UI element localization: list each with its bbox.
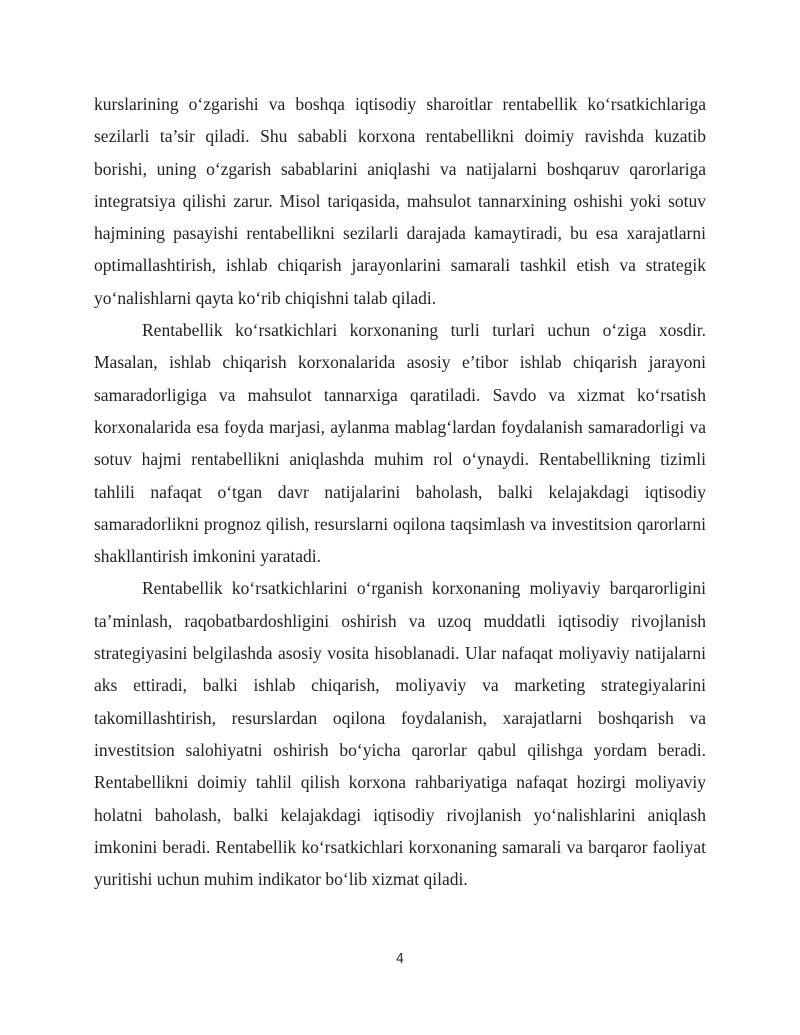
page-number: 4 — [395, 952, 405, 967]
paragraph-1: kurslarining o‘zgarishi va boshqa iqtisodiy sharoitlar rentabellik ko‘rsatkichlariga sezilarli ta’sir qiladi. Shu sababli korxona rentabellikni doimiy ravishda kuzatib borishi, uning o‘zgarish sabablarini aniqlashi va natijalarni boshqaruv qarorlariga integratsiya qilishi zarur. Misol tariqasida, mahsulot tannarxining oshishi yoki sotuv hajmining pasayishi rentabellikni sezilarli darajada kamaytiradi, bu esa xarajatlarni optimallashtirish, ishlab chiqarish jarayonlarini samarali tashkil etish va strategik yo‘nalishlarni qayta ko‘rib chiqishni talab qiladi. — [94, 94, 706, 308]
body-text — [94, 88, 706, 895]
paragraph-3: Rentabellik ko‘rsatkichlarini o‘rganish korxonaning moliyaviy barqarorligini ta’minlash, raqobatbardoshligini oshirish va uzoq muddatli iqtisodiy rivojlanish strategiyasini belgilashda asosiy vosita hisoblanadi. Ular nafaqat moliyaviy natijalarni aks ettiradi, balki ishlab chiqarish, moliyaviy va marketing strategiyalarini takomillashtirish, resurslardan oqilona foydalanish, xarajatlarni boshqarish va investitsion salohiyatni oshirish bo‘yicha qarorlar qabul qilishga yordam beradi. Rentabellikni doimiy tahlil qilish korxona rahbariyatiga nafaqat hozirgi moliyaviy holatni baholash, balki kelajakdagi iqtisodiy rivojlanish yo‘nalishlarini aniqlash imkonini beradi. Rentabellik ko‘rsatkichlari korxonaning samarali va barqaror faoliyat yuritishi uchun muhim indikator bo‘lib xizmat qiladi. — [94, 578, 706, 890]
paragraph-2: Rentabellik ko‘rsatkichlari korxonaning turli turlari uchun o‘ziga xosdir. Masalan, ishlab chiqarish korxonalarida asosiy e’tibor ishlab chiqarish jarayoni samaradorligiga va mahsulot tannarxiga qaratiladi. Savdo va xizmat ko‘rsatish korxonalarida esa foyda marjasi, aylanma mablag‘lardan foydalanish samaradorligi va sotuv hajmi rentabellikni aniqlashda muhim rol o‘ynaydi. Rentabellikning tizimli tahlili nafaqat o‘tgan davr natijalarini baholash, balki kelajakdagi iqtisodiy samaradorlikni prognoz qilish, resurslarni oqilona taqsimlash va investitsion qarorlarni shakllantirish imkonini yaratadi. — [94, 320, 706, 567]
